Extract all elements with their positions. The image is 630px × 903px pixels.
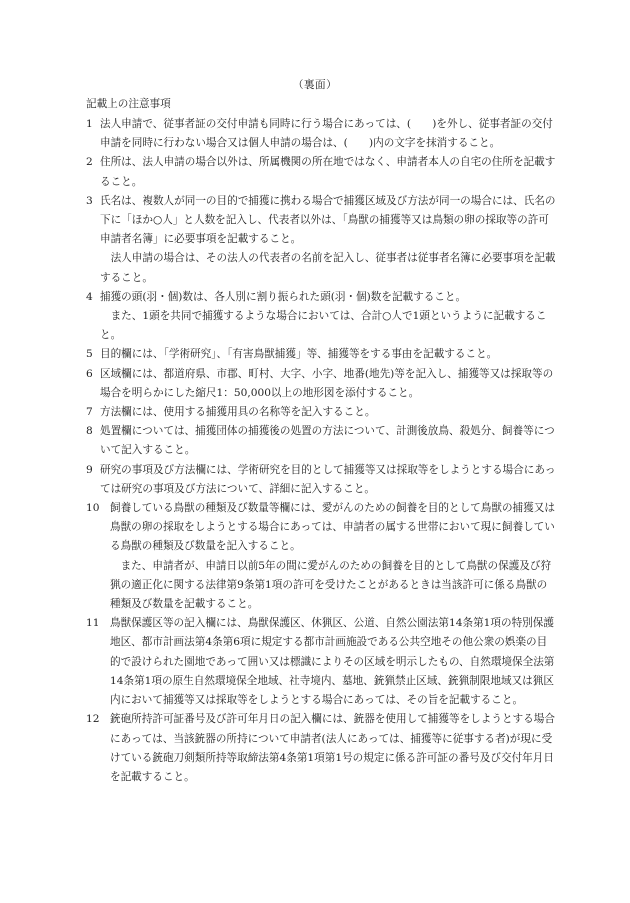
note-paragraph: 飼養している鳥獣の種類及び数量等欄には、愛がんのための飼養を目的として鳥獣の捕獲又は鳥獣の卵の採取をしようとする場合にあっては、申請者の属する世帯において現に飼養している鳥獣の種類及び数量を記入すること。 bbox=[110, 502, 555, 553]
note-paragraph: 法人申請で、従事者証の交付申請も同時に行う場合にあっては、( )を外し、従事者証の交付申請を同時に行わない場合又は個人申請の場合は、( )内の文字を抹消すること。 bbox=[100, 118, 553, 150]
note-paragraph: 方法欄には、使用する捕獲用具の名称等を記入すること。 bbox=[100, 406, 376, 419]
page-heading: （裏面） bbox=[292, 79, 338, 91]
note-paragraph: 目的欄には、「学術研究」、「有害鳥獣捕獲」等、捕獲等をする事由を記載すること。 bbox=[100, 348, 498, 361]
note-number: 3 bbox=[86, 194, 93, 207]
note-item bbox=[86, 422, 556, 460]
note-item bbox=[86, 192, 556, 288]
note-number: 6 bbox=[86, 367, 93, 380]
note-paragraph: 区域欄には、都道府県、市郡、町村、大字、小字、地番(地先)等を記入し、捕獲等又は採取等の場合を明らかにした縮尺1：50,000以上の地形図を添付すること。 bbox=[100, 367, 554, 399]
note-item bbox=[86, 345, 556, 364]
note-number: 1 bbox=[86, 118, 93, 130]
note-paragraph: 住所は、法人申請の場合以外は、所属機関の所在地ではなく、申請者本人の自宅の住所を記載すること。 bbox=[100, 156, 556, 188]
note-item bbox=[86, 461, 556, 499]
note-number: 9 bbox=[86, 463, 93, 476]
note-paragraph: また、申請者が、申請日以前5年の間に愛がんのための飼養を目的として鳥獣の保護及び狩猟の適正化に関する法律第9条第1項の許可を受けたことがあるときは当該許可に係る鳥獣の種類及び数量を記載すること。 bbox=[110, 559, 552, 611]
note-number: 4 bbox=[86, 290, 93, 303]
note-item bbox=[86, 115, 556, 153]
note-paragraph: 処置欄については、捕獲団体の捕獲後の処置の方法について、計測後放鳥、殺処分、飼養等について記入すること。 bbox=[100, 425, 555, 457]
note-number: 12 bbox=[86, 713, 100, 726]
note-item bbox=[86, 153, 556, 191]
note-number: 5 bbox=[86, 348, 93, 361]
note-paragraph: 法人申請の場合は、その法人の代表者の名前を記入し、従事者は従事者名簿に必要事項を記載すること。 bbox=[100, 252, 556, 284]
note-item bbox=[86, 288, 556, 346]
note-item bbox=[86, 710, 556, 787]
note-item bbox=[86, 365, 556, 403]
note-item bbox=[86, 403, 556, 422]
notes-list bbox=[86, 115, 556, 787]
note-item bbox=[86, 499, 556, 614]
note-paragraph: 銃砲所持許可証番号及び許可年月日の記入欄には、銃器を使用して捕獲等をしようとする場合にあっては、当該銃器の所持について申請者(法人にあっては、捕獲等に従事する者)が現に受けている銃砲刀剣類所持等取締法第4条第1項第1号の規定に係る許可証の番号及び交付年月日を記載すること。 bbox=[110, 713, 555, 783]
note-number: 2 bbox=[86, 156, 93, 169]
note-item bbox=[86, 614, 556, 710]
note-paragraph: 氏名は、複数人が同一の目的で捕獲に携わる場合で捕獲区域及び方法が同一の場合には、氏名の下に「ほか○人」と人数を記入し、代表者以外は、「鳥獣の捕獲等又は鳥類の卵の採取等の許可申請者名簿」に必要事項を記載すること。 bbox=[100, 194, 556, 246]
note-paragraph: 鳥獣保護区等の記入欄には、鳥獣保護区、休猟区、公道、自然公園法第14条第1項の特別保護地区、都市計画法第4条第6項に規定する都市計画施設である公共空地その他公衆の娯楽の目的で設けられた園地であって囲い又は標識によりその区域を明示したもの、自然環境保全法第14条第1項の原生自然環境保全地域、社寺境内、墓地、銃猟禁止区域、銃猟制限地域又は猟区内において捕獲等又は採取等をしようとする場合にあっては、その旨を記載すること。 bbox=[110, 617, 555, 707]
note-number: 10 bbox=[86, 502, 100, 515]
note-paragraph: 研究の事項及び方法欄には、学術研究を目的として捕獲等又は採取等をしようとする場合にあっては研究の事項及び方法について、詳細に記入すること。 bbox=[100, 463, 556, 495]
note-number: 7 bbox=[86, 406, 93, 419]
note-number: 8 bbox=[86, 425, 93, 438]
note-paragraph: また、1頭を共同で捕獲するような場合においては、合計○人で1頭というように記載すること。 bbox=[100, 310, 547, 342]
section-title: 記載上の注意事項 bbox=[86, 98, 171, 110]
note-number: 11 bbox=[86, 617, 100, 630]
note-paragraph: 捕獲の頭(羽・個)数は、各人別に割り振られた頭(羽・個)数を記載すること。 bbox=[100, 290, 467, 303]
